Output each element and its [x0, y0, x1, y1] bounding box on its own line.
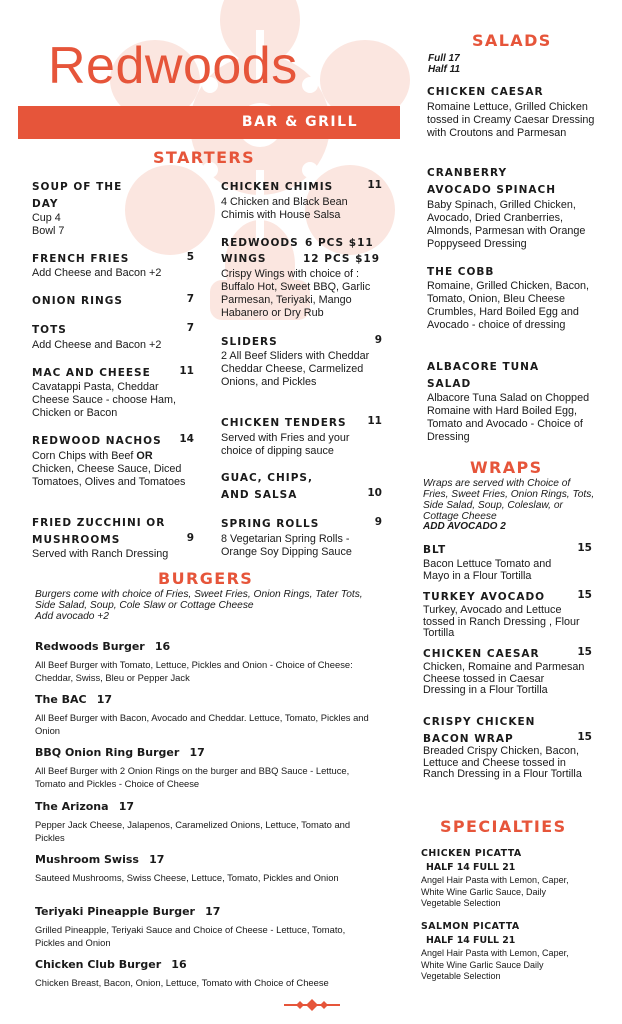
salad-name: CRANBERRY AVOCADO SPINACH — [427, 167, 556, 196]
burgers-note-avocado: Add avocado +2 — [35, 611, 109, 622]
starter-desc: Cup 4 Bowl 7 — [32, 212, 65, 237]
specialties-heading: SPECIALTIES — [440, 817, 567, 836]
starter-desc: Served with Fries and your choice of dipping sauce — [221, 432, 350, 457]
burger-item — [35, 900, 375, 949]
burger-name: Chicken Club Burger — [35, 958, 162, 971]
starter-price: 9 — [186, 532, 194, 544]
starter-name: FRENCH FRIES — [32, 253, 130, 265]
starter-name: REDWOOD NACHOS — [32, 435, 162, 447]
starter-price: 9 — [374, 516, 382, 528]
burger-price: 16 — [154, 640, 171, 653]
salad-desc: Baby Spinach, Grilled Chicken, Avocado, Dried Cranberries, Almonds, Parmesan with Orange Poppyseed Dressing — [427, 199, 586, 250]
burger-item — [35, 953, 380, 990]
starter-price: 14 — [179, 433, 194, 445]
burger-desc: Sauteed Mushrooms, Swiss Cheese, Lettuce, Tomato, Pickles and Onion — [35, 872, 339, 883]
starter-desc: 4 Chicken and Black Bean Chimis with House Salsa — [221, 196, 348, 221]
burger-name: The BAC — [35, 693, 87, 706]
subtitle-text: BAR & GRILL — [241, 114, 358, 130]
starter-price: 11 — [367, 179, 382, 191]
salad-desc: Albacore Tuna Salad on Chopped Romaine with Hard Boiled Egg, Tomato and Avocado - Choice of Dressing — [427, 392, 590, 443]
wrap-desc: Chicken, Romaine and Parmesan Cheese tossed in Caesar Dressing in a Flour Tortilla — [423, 661, 585, 696]
starters-heading: STARTERS — [153, 148, 256, 167]
starter-name: WINGS — [221, 253, 267, 265]
salad-name: THE COBB — [427, 266, 495, 278]
burger-desc: All Beef Burger with Bacon, Avocado and Cheddar. Lettuce, Tomato, Pickles and Onion — [35, 712, 369, 736]
burger-price: 17 — [149, 853, 165, 866]
starter-price: 7 — [186, 322, 194, 334]
starter-price: 11 — [179, 365, 194, 377]
salads-full-price: Full 17 — [428, 53, 460, 64]
starter-name: REDWOODS — [221, 237, 299, 249]
starter-desc — [32, 450, 192, 489]
starter-name: GUAC, CHIPS, AND SALSA — [221, 472, 313, 501]
wrap-desc: Breaded Crispy Chicken, Bacon, Lettuce and Cheese tossed in Ranch Dressing in a Flour Tortilla — [423, 745, 582, 780]
wrap-price: 15 — [577, 731, 592, 743]
burger-name: Redwoods Burger — [35, 640, 145, 653]
burger-item — [35, 848, 375, 885]
wraps-note: Wraps are served with Choice of Fries, Sweet Fries, Onion Rings, Tots, Side Salad, Soup, Coleslaw, or Cottage Cheese — [423, 478, 595, 522]
specialty-price: HALF 14 FULL 21 — [426, 935, 516, 946]
burger-desc: Pepper Jack Cheese, Jalapenos, Caramelized Onions, Lettuce, Tomato and Pickles — [35, 819, 351, 843]
wrap-name: TURKEY AVOCADO — [423, 591, 546, 603]
starter-price: 9 — [374, 334, 382, 346]
starter-name: SLIDERS — [221, 336, 278, 348]
starter-price: 11 — [367, 415, 382, 427]
salads-half-price: Half 11 — [428, 64, 461, 75]
specialty-name: CHICKEN PICATTA — [421, 848, 522, 859]
salad-desc: Romaine, Grilled Chicken, Bacon, Tomato, Onion, Bleu Cheese Crumbles, Hard Boiled Egg and Avocado - choice of dressing — [427, 280, 590, 331]
starter-desc: Crispy Wings with choice of : Buffalo Hot, Sweet BBQ, Garlic Parmesan, Teriyaki, Mango Habanero or Dry Rub — [221, 268, 371, 319]
starter-name: SOUP OF THE DAY — [32, 181, 123, 210]
starter-desc: 8 Vegetarian Spring Rolls - Orange Soy Dipping Sauce — [221, 533, 352, 558]
starter-price: 7 — [186, 293, 194, 305]
salad-name: CHICKEN CAESAR — [427, 86, 544, 98]
nachos-desc-b: Chicken, Cheese Sauce, Diced Tomatoes, Olives and Tomatoes — [32, 463, 186, 488]
starter-name: CHICKEN TENDERS — [221, 417, 347, 429]
burger-price: 16 — [171, 958, 187, 971]
burgers-note: Burgers come with choice of Fries, Sweet Fries, Onion Rings, Tater Tots, Side Salad, Soup, Cole Slaw or Cottage Cheese — [35, 589, 363, 611]
starter-desc: Cavatappi Pasta, Cheddar Cheese Sauce - choose Ham, Chicken or Bacon — [32, 381, 177, 419]
salads-heading: SALADS — [472, 31, 552, 50]
burger-item — [35, 741, 375, 790]
starter-price: 5 — [186, 251, 194, 263]
starter-price: 12 PCS $19 — [303, 253, 380, 265]
subtitle-banner — [18, 106, 400, 139]
starter-desc: Add Cheese and Bacon +2 — [32, 267, 162, 279]
burger-price: 17 — [118, 800, 135, 813]
specialty-desc: Angel Hair Pasta with Lemon, Caper, White Wine Garlic Sauce Daily Vegetable Selection — [421, 948, 569, 981]
burger-name: Mushroom Swiss — [35, 853, 139, 866]
burger-name: BBQ Onion Ring Burger — [35, 746, 180, 759]
burger-price: 17 — [96, 693, 113, 706]
salad-name: ALBACORE TUNA SALAD — [427, 361, 540, 390]
wrap-price: 15 — [577, 589, 592, 601]
ornament-icon — [284, 999, 340, 1011]
wrap-desc: Turkey, Avocado and Lettuce tossed in Ranch Dressing , Flour Tortilla — [423, 604, 580, 639]
burger-item — [35, 688, 375, 737]
specialty-desc: Angel Hair Pasta with Lemon, Caper, White Wine Garlic Sauce, Daily Vegetable Selection — [421, 875, 569, 908]
starter-desc: 2 All Beef Sliders with Cheddar Cheddar Cheese, Carmelized Onions, and Pickles — [221, 350, 370, 388]
wrap-price: 15 — [577, 542, 592, 554]
starter-name: ONION RINGS — [32, 295, 123, 307]
wraps-heading: WRAPS — [470, 458, 543, 477]
burger-item — [35, 795, 375, 844]
burger-name: Teriyaki Pineapple Burger — [35, 905, 195, 918]
starter-name: TOTS — [32, 324, 67, 336]
nachos-desc-or: OR — [136, 450, 153, 462]
starter-name: SPRING ROLLS — [221, 518, 320, 530]
starter-desc: Add Cheese and Bacon +2 — [32, 339, 162, 351]
burgers-heading: BURGERS — [158, 569, 254, 588]
burger-desc: Chicken Breast, Bacon, Onion, Lettuce, Tomato with Choice of Cheese — [35, 977, 329, 988]
wrap-desc: Bacon Lettuce Tomato and Mayo in a Flour Tortilla — [423, 558, 552, 582]
wrap-name: CRISPY CHICKEN BACON WRAP — [423, 716, 536, 745]
brand-title: Redwoods — [48, 37, 298, 95]
starter-price: 6 PCS $11 — [305, 237, 374, 249]
burger-price: 17 — [189, 746, 205, 759]
burger-desc: Grilled Pineapple, Teriyaki Sauce and Choice of Cheese - Lettuce, Tomato, Pickles and Onion — [35, 924, 346, 948]
burger-name: The Arizona — [35, 800, 109, 813]
starter-price: 10 — [367, 487, 382, 499]
burger-item — [35, 635, 375, 684]
starter-name: CHICKEN CHIMIS — [221, 181, 334, 193]
wrap-price: 15 — [577, 646, 592, 658]
starter-name: FRIED ZUCCHINI OR MUSHROOMS — [32, 517, 166, 546]
burger-price: 17 — [205, 905, 221, 918]
wrap-name: BLT — [423, 544, 447, 556]
salad-desc: Romaine Lettuce, Grilled Chicken tossed in Creamy Caesar Dressing with Croutons and Parmesan — [427, 101, 595, 139]
starter-name: MAC AND CHEESE — [32, 367, 151, 379]
burger-desc: All Beef Burger with Tomato, Lettuce, Pickles and Onion - Choice of Cheese: Cheddar, Swiss, Bleu or Pepper Jack — [35, 659, 353, 683]
nachos-desc-a: Corn Chips with Beef — [32, 450, 134, 462]
specialty-price: HALF 14 FULL 21 — [426, 862, 516, 873]
starter-desc: Served with Ranch Dressing — [32, 548, 169, 560]
burger-desc: All Beef Burger with 2 Onion Rings on the burger and BBQ Sauce - Lettuce, Tomato and Pickles - Choice of Cheese — [35, 765, 350, 789]
wrap-name: CHICKEN CAESAR — [423, 648, 540, 660]
wraps-note-avocado: ADD AVOCADO 2 — [423, 521, 506, 532]
specialty-name: SALMON PICATTA — [421, 921, 520, 932]
